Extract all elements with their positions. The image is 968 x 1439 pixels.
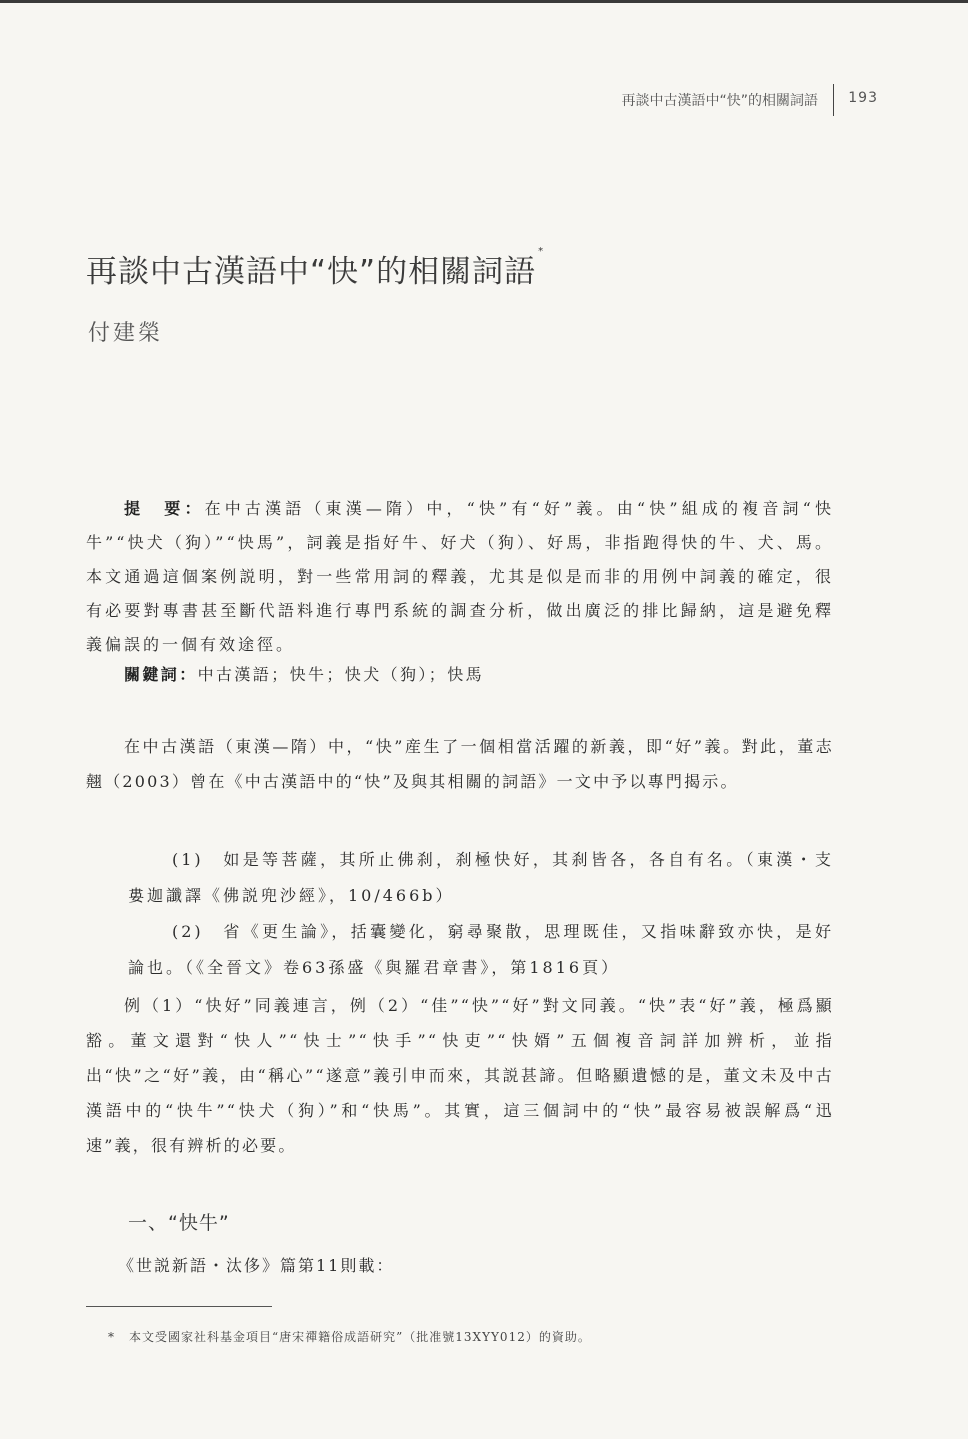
footnote-rule — [86, 1306, 272, 1307]
footnote — [108, 1328, 591, 1345]
abstract-label: 提 要： — [124, 499, 205, 518]
article-title-text: 再談中古漢語中“快”的相關詞語 — [86, 254, 537, 290]
abstract-text: 在中古漢語（東漢—隋）中，“快”有“好”義。由“快”組成的複音詞“快牛”“快犬（狗）”“快馬”，詞義是指好牛、好犬（狗）、好馬，非指跑得快的牛、犬、馬。本文通過這個案例説明，對一些常用詞的釋義，尤其是似是而非的用例中詞義的確定，很有必要對專書甚至斷代語料進行專門系統的調查分析，做出廣泛的排比歸納，這是避免釋義偏誤的一個有效途徑。 — [86, 499, 834, 654]
body-discussion — [86, 988, 834, 1163]
keywords-label: 關鍵詞： — [124, 665, 198, 684]
footnote-text: 本文受國家社科基金項目“唐宋禪籍俗成語研究”（批准號13XYY012）的資助。 — [129, 1330, 591, 1344]
keywords-text: 中古漢語；快牛；快犬（狗）；快馬 — [197, 665, 485, 684]
example-1 — [128, 842, 834, 914]
example-2 — [128, 914, 834, 986]
body-intro-paragraph: 在中古漢語（東漢—隋）中，“快”産生了一個相當活躍的新義，即“好”義。對此，董志翹（2003）曾在《中古漢語中的“快”及與其相關的詞語》一文中予以專門揭示。 — [86, 737, 834, 791]
source-citation: 《世説新語・汰侈》篇第11則載： — [118, 1256, 395, 1275]
top-rule — [0, 0, 968, 3]
keywords-paragraph — [86, 658, 834, 692]
footnote-marker: * — [108, 1330, 115, 1344]
example-1-id: (1) — [172, 850, 204, 869]
author-name: 付建榮 — [88, 321, 164, 346]
title-footnote-marker: * — [538, 246, 545, 257]
example-1-paragraph — [128, 842, 834, 914]
article-title — [86, 246, 544, 291]
running-head-title: 再談中古漢語中“快”的相關詞語 — [621, 93, 818, 109]
abstract — [86, 492, 834, 662]
body-intro — [86, 729, 834, 799]
abstract-paragraph — [86, 492, 834, 662]
example-2-paragraph — [128, 914, 834, 986]
body-discussion-paragraph: 例（1）“快好”同義連言，例（2）“佳”“快”“好”對文同義。“快”表“好”義，極爲顯豁。董文還對“快人”“快士”“快手”“快吏”“快婿”五個複音詞詳加辨析，並指出“快”之“好”義，由“稱心”“遂意”義引申而來，其説甚諦。但略顯遺憾的是，董文未及中古漢語中的“快牛”“快犬（狗）”和“快馬”。其實，這三個詞中的“快”最容易被誤解爲“迅速”義，很有辨析的必要。 — [86, 996, 834, 1155]
running-head-separator — [833, 84, 834, 116]
keywords — [86, 658, 834, 692]
example-1-text: 如是等菩薩，其所止佛刹，刹極快好，其刹皆各，各自有名。（東漢・支婁迦讖譯《佛説兜沙經》，10/466b） — [128, 850, 834, 905]
page-number: 193 — [848, 90, 878, 106]
example-2-id: (2) — [172, 922, 204, 941]
section-heading: 一、“快牛” — [128, 1212, 230, 1234]
example-2-text: 省《更生論》，括囊變化，窮尋聚散，思理既佳，又指味辭致亦快，是好論也。（《全晉文》卷63孫盛《與羅君章書》，第1816頁） — [128, 922, 834, 977]
